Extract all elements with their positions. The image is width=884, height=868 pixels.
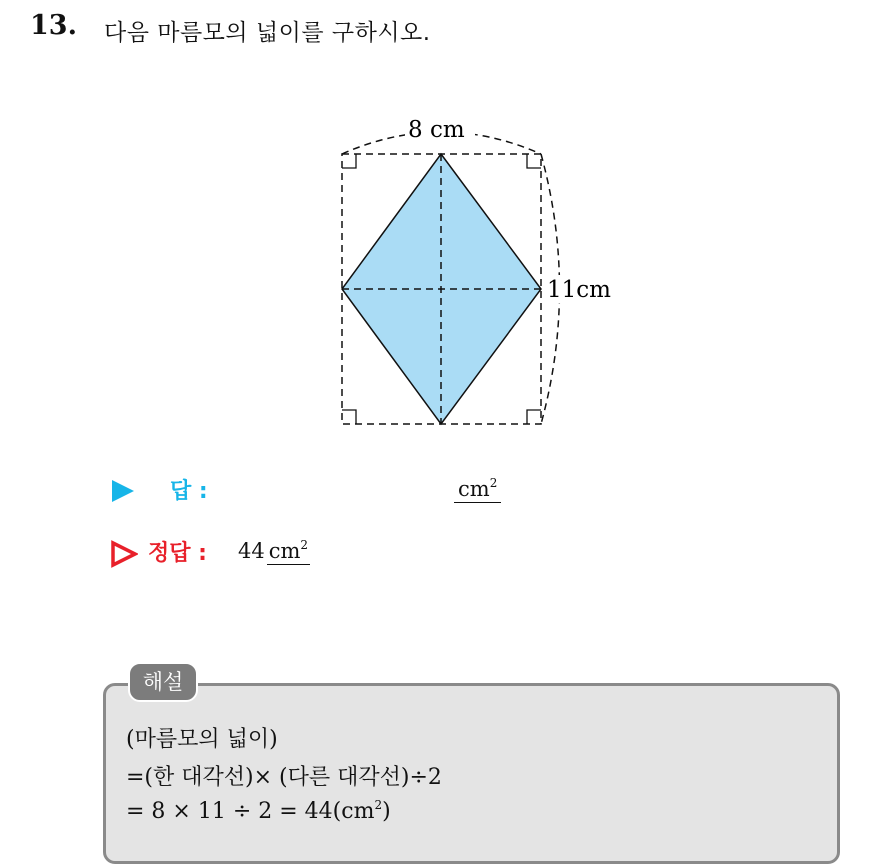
answer-label: 답 :: [170, 479, 208, 504]
explanation-line-3: = $8 \times 11 \div 2 = 44(cm^2)$: [126, 798, 391, 824]
explanation-tab: 해설: [128, 662, 198, 702]
rhombus-figure: [300, 105, 640, 445]
explanation-line-2: =(한 대각선)× (다른 대각선)÷2: [126, 765, 442, 790]
correct-answer-value: 44: [238, 539, 265, 563]
answer-unit-exponent: 2: [489, 476, 498, 490]
filled-triangle-icon: [110, 478, 136, 504]
answer-blank[interactable]: [454, 476, 501, 503]
answer-row: [110, 474, 530, 508]
correct-answer-label: 정답 :: [148, 541, 207, 566]
rhombus-diagram: [300, 105, 640, 445]
explanation-line-1: (마름모의 넓이): [126, 727, 278, 752]
correct-answer-row: [110, 536, 530, 570]
top-dimension-label: 8 cm: [408, 117, 465, 143]
correct-answer-unit: $cm^2$: [268, 538, 309, 563]
answer-unit: cm: [458, 477, 490, 501]
side-dimension-label: 11cm: [547, 277, 611, 303]
outlined-triangle-icon: [110, 540, 138, 568]
question-text: 다음 마름모의 넓이를 구하시오.: [104, 20, 431, 46]
question-number: 13.: [30, 10, 77, 41]
correct-answer-unit-exponent: 2: [300, 538, 309, 552]
explanation-line-3-exponent: 2: [374, 798, 383, 812]
